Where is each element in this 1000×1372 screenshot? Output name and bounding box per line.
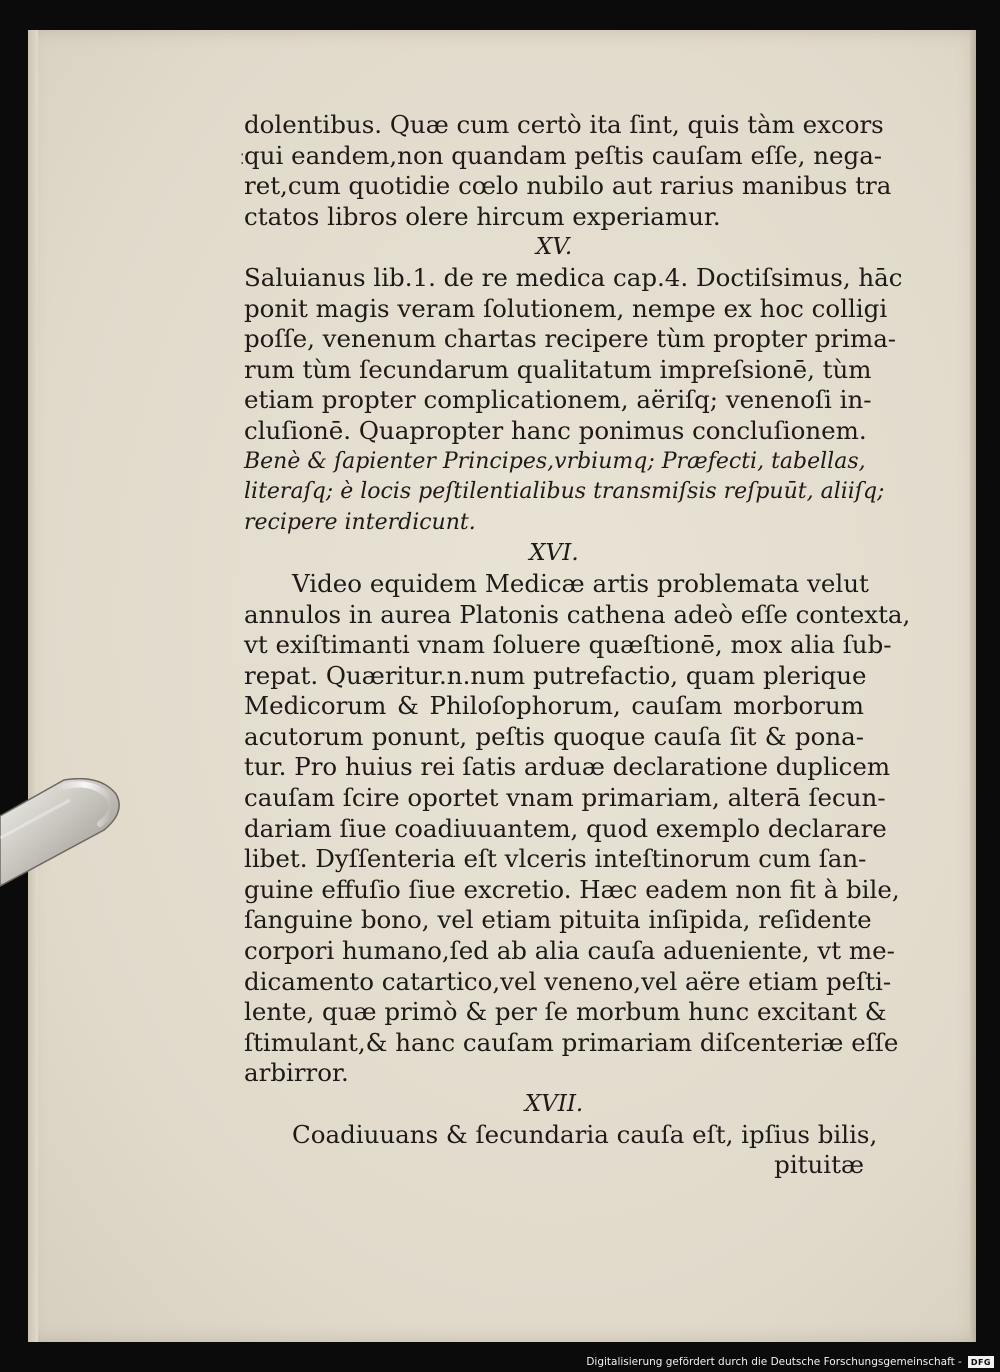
- dfg-logo-icon: DFG: [968, 1356, 994, 1368]
- text-line: dicamento catartico,vel veneno,vel aëre etiam peſti-: [244, 966, 892, 996]
- section-heading-xvi: XVI.: [529, 540, 579, 567]
- page-text: [244, 110, 911, 1181]
- text-line: ctatos libros olere hircum experiamur.: [244, 201, 721, 231]
- page-fore-edge: [970, 30, 976, 1342]
- text-line: dariam ſiue coadiuuantem, quod exemplo declarare: [244, 813, 887, 843]
- text-line: annulos in aurea Platonis cathena adeò eſſe contexta,: [244, 599, 911, 629]
- text-line: cluſionē. Quapropter hanc ponimus concluſionem.: [244, 415, 867, 445]
- text-line: Coadiuuans & ſecundaria cauſa eſt, ipſius bilis,: [292, 1119, 878, 1149]
- italic-conclusion-line: literaſq; è locis peſtilentialibus transmiſsis reſpuūt, aliiſq;: [244, 479, 885, 505]
- text-line: ſanguine bono, vel etiam pituita inſipida, reſidente: [244, 905, 872, 935]
- text-line: ret,cum quotidie cœlo nubilo aut rarius manibus tra: [244, 171, 892, 201]
- text-line: lente, quæ primò & per ſe morbum hunc excitant &: [244, 997, 887, 1027]
- text-line: ſtimulant,& hanc cauſam primariam diſcenteriæ eſſe: [244, 1027, 899, 1057]
- text-line: rum tùm ſecundarum qualitatum impreſsionē, tùm: [244, 354, 872, 384]
- text-line: ponit magis veram ſolutionem, nempe ex hoc colligi: [244, 293, 888, 323]
- page-gutter-shadow: [28, 30, 38, 1342]
- text-line: Medicorum & Philoſophorum, cauſam morborum: [244, 691, 864, 721]
- text-line: tur. Pro huius rei ſatis arduæ declaratione duplicem: [244, 752, 891, 782]
- text-line: arbirror.: [244, 1058, 349, 1088]
- text-line: dolentibus. Quæ cum certò ita ſint, quis tàm excors: [244, 110, 884, 139]
- section-heading-xvii: XVII.: [524, 1091, 584, 1117]
- text-line: corpori humano,ſed ab alia cauſa adueniente, vt me-: [244, 936, 895, 966]
- text-line: qui eandem,non quandam peſtis cauſam eſſe, nega-: [244, 140, 883, 170]
- glass-weight-icon: [0, 778, 135, 888]
- text-line: poſſe, venenum chartas recipere tùm propter prima-: [244, 324, 897, 354]
- italic-conclusion-line: Benè & ſapienter Principes,vrbiumq; Præfecti, tabellas,: [244, 448, 866, 474]
- section-heading-xv: XV.: [535, 234, 573, 261]
- text-line: cauſam ſcire oportet vnam primariam, alterā ſecun-: [244, 783, 886, 813]
- margin-mark: ⁚: [240, 152, 245, 168]
- text-line: etiam propter complicationem, aëriſq; venenoſi in-: [244, 385, 872, 415]
- catchword: pituitæ: [774, 1150, 864, 1180]
- text-line: acutorum ponunt, peſtis quoque cauſa ſit & pona-: [244, 721, 864, 751]
- text-line: Saluianus lib.1. de re medica cap.4. Doctiſsimus, hāc: [244, 262, 903, 292]
- digitization-credit: Digitalisierung gefördert durch die Deutsche Forschungsgemeinschaft -: [586, 1356, 962, 1368]
- text-line: repat. Quæritur.n.num putrefactio, quam plerique: [244, 660, 867, 690]
- italic-conclusion-line: recipere interdicunt.: [244, 509, 476, 535]
- text-line: Video equidem Medicæ artis problemata velut: [292, 568, 869, 598]
- digitization-credit-bar: [578, 1352, 1000, 1372]
- text-line: vt exiſtimanti vnam ſoluere quæſtionē, mox alia ſub-: [244, 630, 892, 660]
- text-line: libet. Dyſſenteria eſt vlceris inteſtinorum cum ſan-: [244, 844, 867, 874]
- text-line: guine effuſio ſiue excretio. Hæc eadem non fit à bile,: [244, 874, 900, 904]
